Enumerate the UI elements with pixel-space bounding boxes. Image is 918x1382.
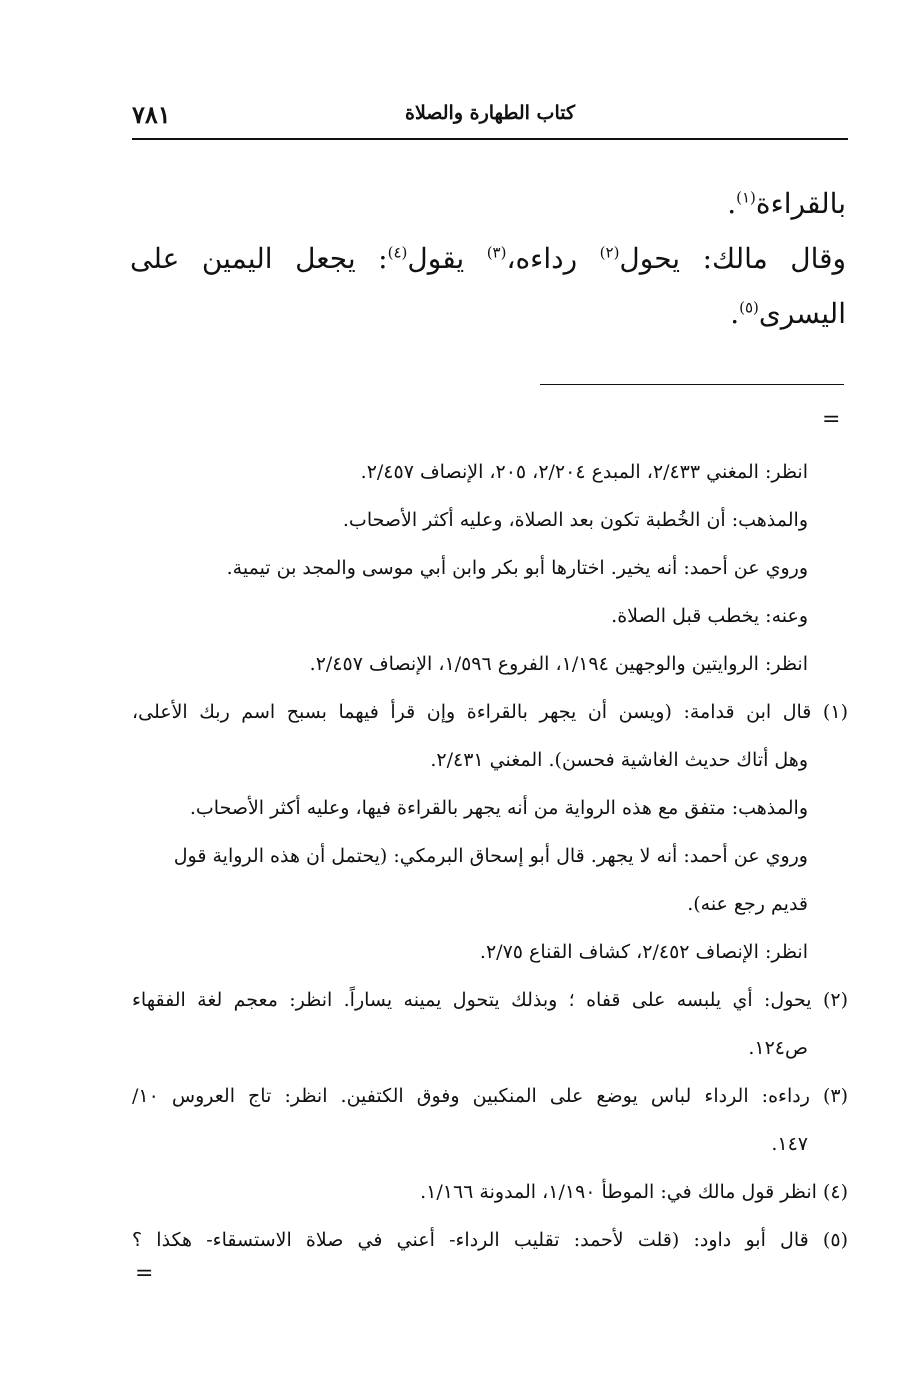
main-text-span: وقال مالك: يحول: [619, 242, 847, 275]
main-text-span: .: [727, 187, 737, 220]
footnote-line: انظر: الإنصاف ٢/٤٥٢، كشاف القناع ٢/٧٥.: [479, 941, 808, 963]
footnote-line: ١٤٧.: [771, 1133, 808, 1155]
footnote-line: انظر: الروايتين والوجهين ١/١٩٤، الفروع ١/٥٩٦، الإنصاف ٢/٤٥٧.: [309, 653, 808, 675]
main-text-span: بالقراءة: [755, 187, 846, 220]
running-title: كتاب الطهارة والصلاة: [404, 102, 576, 124]
footnote-ref: (٣): [486, 243, 507, 262]
footnote-line: وهل أتاك حديث الغاشية فحسن). المغني ٢/٤٣١.: [430, 749, 808, 771]
footnote-line: والمذهب: متفق مع هذه الرواية من أنه يجهر بالقراءة فيها، وعليه أكثر الأصحاب.: [189, 797, 808, 819]
main-line-3: [130, 286, 846, 341]
footnote-line: وروي عن أحمد: أنه يخير. اختارها أبو بكر وابن أبي موسى والمجد بن تيمية.: [226, 557, 808, 579]
main-text-span: رداءه،: [506, 242, 600, 275]
main-text-span: .: [730, 297, 740, 330]
footnote-ref: (٢): [599, 243, 620, 262]
footnote-line: انظر: المغني ٢/٤٣٣، المبدع ٢/٢٠٤، ٢٠٥، الإنصاف ٢/٤٥٧.: [360, 461, 808, 483]
footnote-separator: [540, 384, 844, 385]
header-rule: [132, 138, 848, 140]
main-text-span: : يجعل اليمين على: [130, 242, 388, 275]
footnote-line: قديم رجع عنه).: [687, 893, 808, 915]
main-text-span: يقول: [407, 242, 487, 275]
footnote-ref: (٤): [387, 243, 408, 262]
footnote-3: (٣) رداءه: الرداء لباس يوضع على المنكبين وفوق الكتفين. انظر: تاج العروس ١٠/: [132, 1085, 848, 1107]
page-number: ٧٨١: [132, 100, 171, 129]
continuation-mark-bottom: =: [135, 1261, 154, 1286]
footnote-line: وعنه: يخطب قبل الصلاة.: [611, 605, 808, 627]
page-header: [132, 100, 848, 136]
footnote-4: (٤) انظر قول مالك في: الموطأ ١/١٩٠، المدونة ١/١٦٦.: [420, 1181, 848, 1203]
footnotes: [132, 448, 848, 1264]
footnote-ref: (٥): [739, 298, 759, 317]
footnote-2: (٢) يحول: أي يلبسه على قفاه ؛ وبذلك يتحول يمينه يساراً. انظر: معجم لغة الفقهاء: [132, 989, 848, 1011]
footnote-1: (١) قال ابن قدامة: (ويسن أن يجهر بالقراءة وإن قرأ فيهما بسبح اسم ربك الأعلى،: [132, 701, 848, 723]
footnote-line: وروي عن أحمد: أنه لا يجهر. قال أبو إسحاق البرمكي: (يحتمل أن هذه الرواية قول: [173, 845, 808, 867]
main-line-1: [130, 176, 846, 231]
footnote-line: ص١٢٤.: [748, 1037, 808, 1059]
footnote-line: والمذهب: أن الخُطبة تكون بعد الصلاة، وعليه أكثر الأصحاب.: [342, 509, 808, 531]
footnote-5: (٥) قال أبو داود: (قلت لأحمد: تقليب الرداء- أعني في صلاة الاستسقاء- هكذا ؟: [132, 1229, 848, 1251]
continuation-mark-top: =: [822, 407, 841, 432]
main-line-2: [130, 231, 846, 286]
main-text: [130, 176, 846, 341]
footnote-ref: (١): [736, 188, 756, 207]
main-text-span: اليسرى: [758, 297, 846, 330]
